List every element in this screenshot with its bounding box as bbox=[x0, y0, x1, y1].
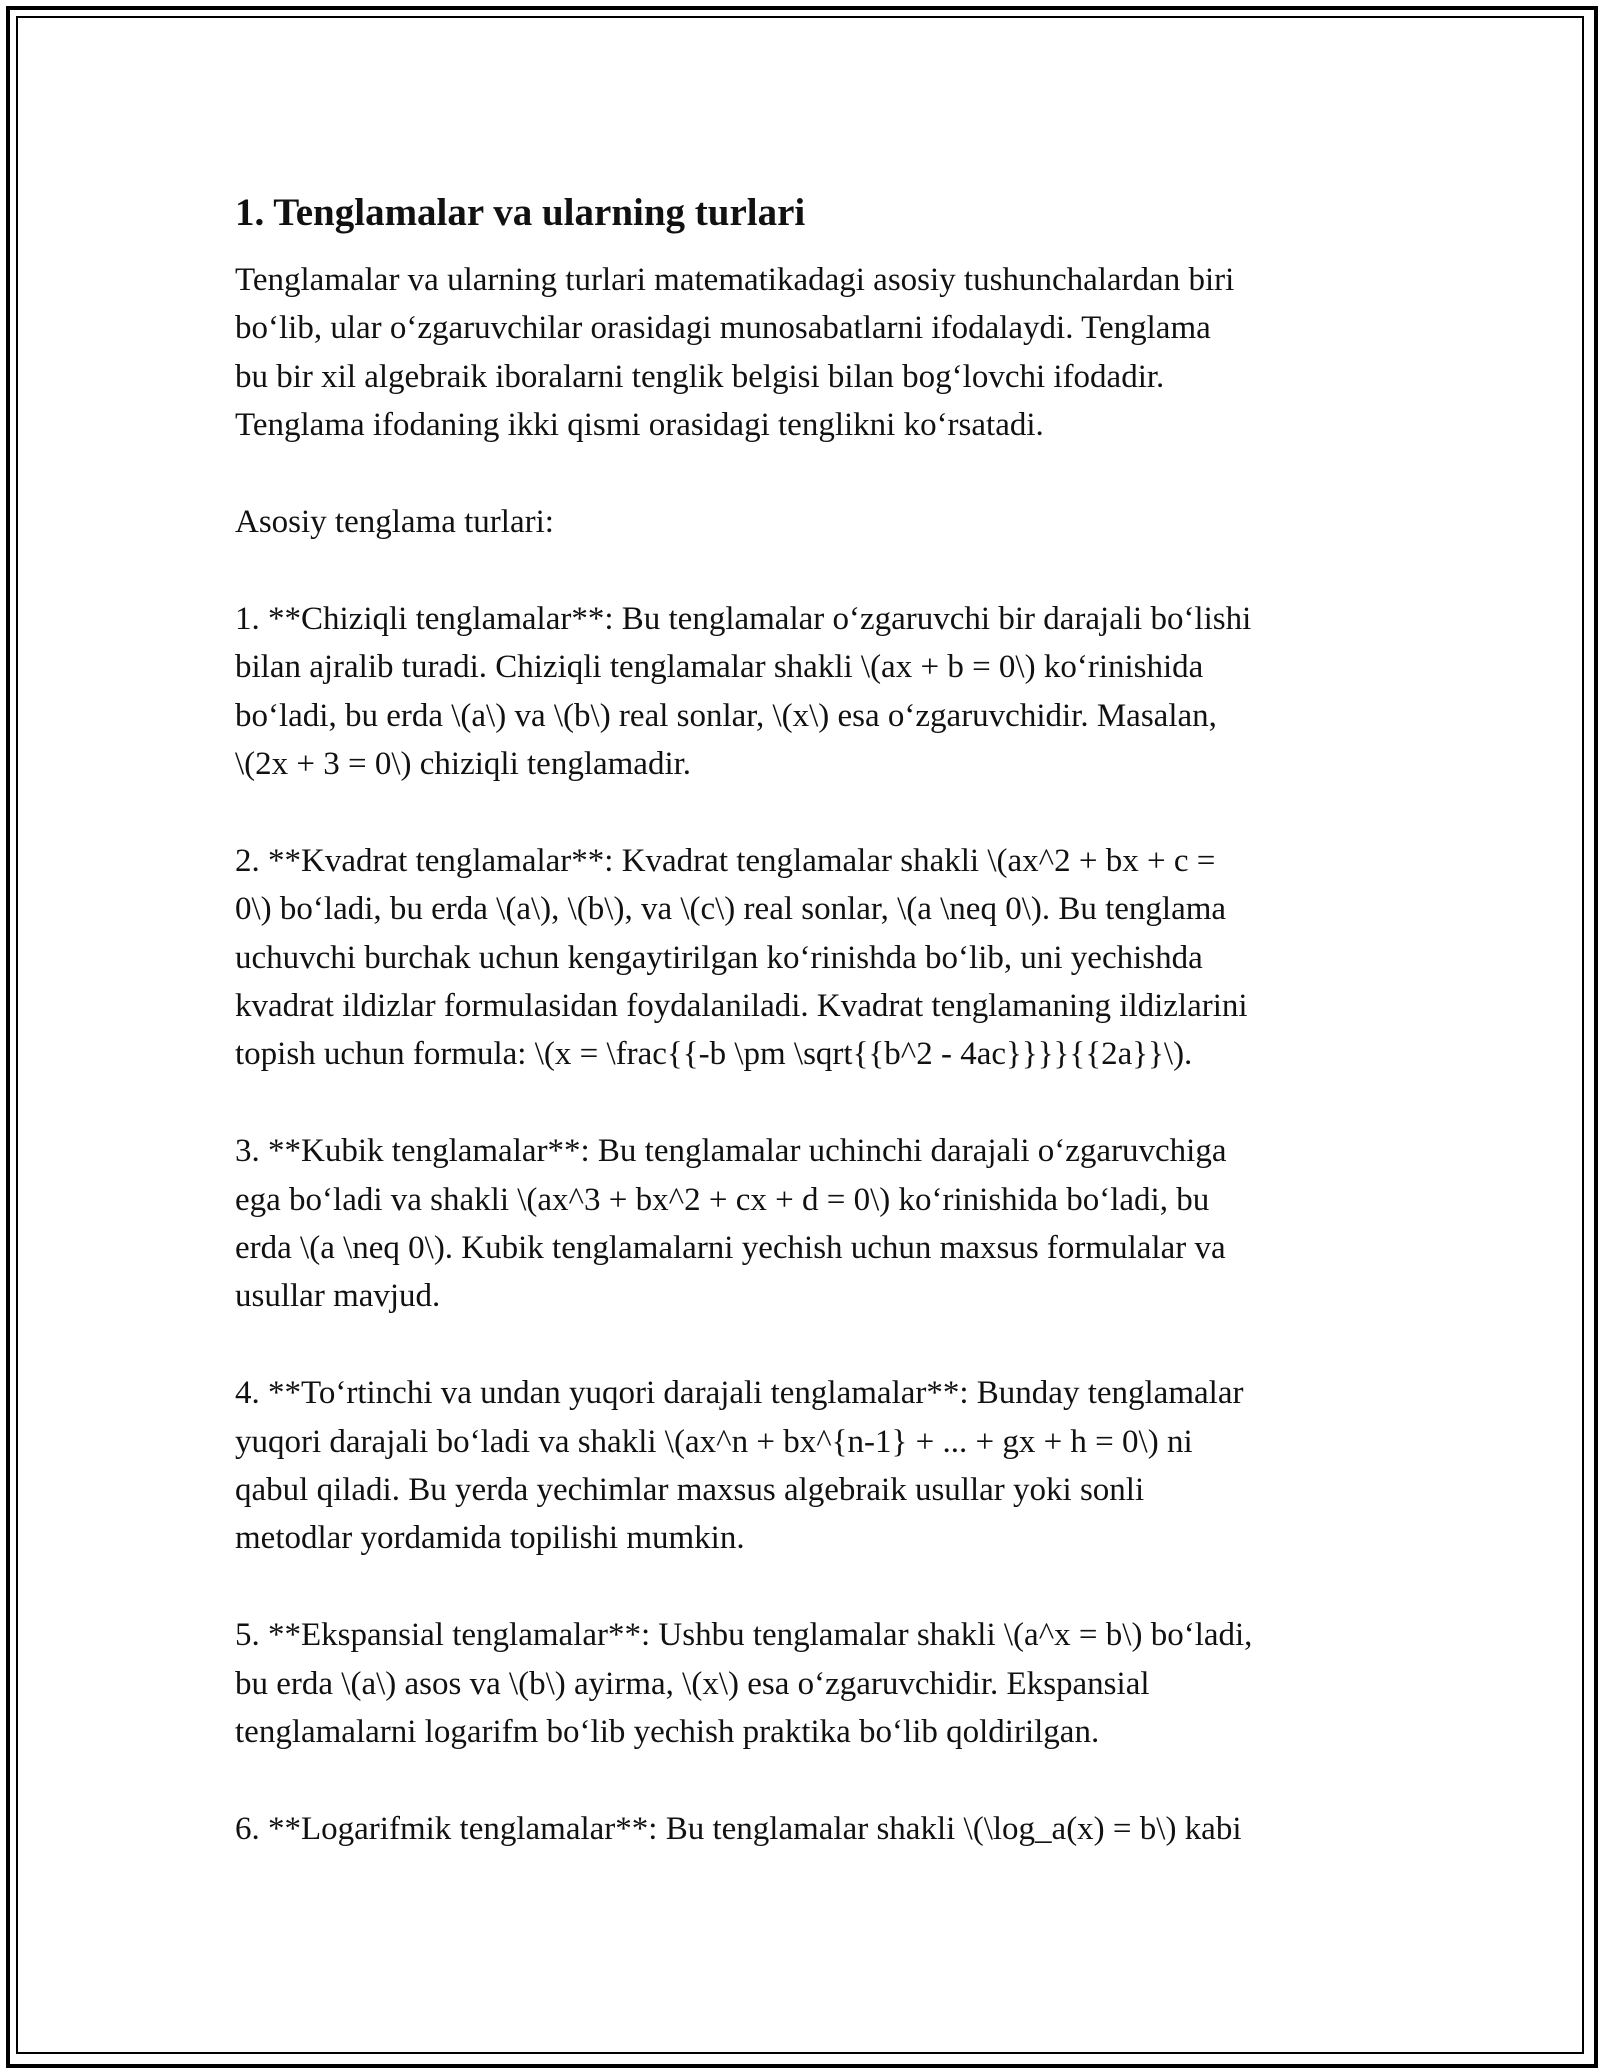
text-line: 0\) bo‘ladi, bu erda \(a\), \(b\), va \(c\) real sonlar, \(a \neq 0\). Bu tenglama bbox=[235, 891, 1227, 928]
text-line: Tenglamalar va ularning turlari matematikadagi asosiy tushunchalardan biri bbox=[235, 262, 1235, 298]
linear-equations-paragraph bbox=[235, 595, 1385, 789]
document-body bbox=[235, 188, 1385, 1902]
logarithmic-equations-paragraph bbox=[235, 1805, 1385, 1853]
text-line: bu erda \(a\) asos va \(b\) ayirma, \(x\) esa o‘zgaruvchidir. Ekspansial bbox=[235, 1665, 1150, 1702]
quadratic-equations-paragraph bbox=[235, 837, 1385, 1079]
text-line: \(2x + 3 = 0\) chiziqli tenglamadir. bbox=[235, 746, 692, 783]
text-line: bu bir xil algebraik iboralarni tenglik belgisi bilan bog‘lovchi ifodadir. bbox=[235, 358, 1165, 395]
text-line: Tenglama ifodaning ikki qismi orasidagi tenglikni ko‘rsatadi. bbox=[235, 407, 1044, 444]
text-line: erda \(a \neq 0\). Kubik tenglamalarni yechish uchun maxsus formulalar va bbox=[235, 1230, 1226, 1267]
text-line: topish uchun formula: \(x = \frac{{-b \pm \sqrt{{b^2 - 4ac}}}}{{2a}}\). bbox=[235, 1036, 1193, 1073]
text-line: uchuvchi burchak uchun kengaytirilgan ko‘rinishda bo‘lib, uni yechishda bbox=[235, 939, 1203, 976]
text-line: Asosiy tenglama turlari: bbox=[235, 504, 554, 541]
text-line: bilan ajralib turadi. Chiziqli tenglamalar shakli \(ax + b = 0\) ko‘rinishida bbox=[235, 649, 1204, 686]
text-line: ega bo‘ladi va shakli \(ax^3 + bx^2 + cx + d = 0\) ko‘rinishida bo‘ladi, bu bbox=[235, 1181, 1210, 1218]
text-line: metodlar yordamida topilishi mumkin. bbox=[235, 1520, 745, 1557]
text-line: usullar mavjud. bbox=[235, 1278, 441, 1315]
exponential-equations-paragraph bbox=[235, 1611, 1385, 1756]
text-line: 1. **Chiziqli tenglamalar**: Bu tenglamalar o‘zgaruvchi bir darajali bo‘lishi bbox=[235, 600, 1252, 637]
text-line: bo‘lib, ular o‘zgaruvchilar orasidagi munosabatlarni ifodalaydi. Tenglama bbox=[235, 310, 1211, 347]
text-line: tenglamalarni logarifm bo‘lib yechish praktika bo‘lib qoldirilgan. bbox=[235, 1714, 1100, 1751]
text-line: 3. **Kubik tenglamalar**: Bu tenglamalar uchinchi darajali o‘zgaruvchiga bbox=[235, 1133, 1227, 1170]
text-line: kvadrat ildizlar formulasidan foydalaniladi. Kvadrat tenglamaning ildizlarini bbox=[235, 988, 1248, 1025]
text-line: 4. **To‘rtinchi va undan yuqori darajali tenglamalar**: Bunday tenglamalar bbox=[235, 1375, 1244, 1412]
cubic-equations-paragraph bbox=[235, 1127, 1385, 1321]
higher-degree-equations-paragraph bbox=[235, 1369, 1385, 1563]
types-intro-paragraph bbox=[235, 498, 1385, 546]
intro-paragraph bbox=[235, 256, 1385, 450]
section-heading: 1. Tenglamalar va ularning turlari bbox=[235, 191, 806, 234]
text-line: 5. **Ekspansial tenglamalar**: Ushbu tenglamalar shakli \(a^x = b\) bo‘ladi, bbox=[235, 1617, 1253, 1654]
text-line: yuqori darajali bo‘ladi va shakli \(ax^n + bx^{n-1} + ... + gx + h = 0\) ni bbox=[235, 1423, 1193, 1460]
text-line: 6. **Logarifmik tenglamalar**: Bu tenglamalar shakli \(\log_a(x) = b\) kabi bbox=[235, 1810, 1242, 1847]
text-line: 2. **Kvadrat tenglamalar**: Kvadrat tenglamalar shakli \(ax^2 + bx + c = bbox=[235, 842, 1216, 879]
text-line: qabul qiladi. Bu yerda yechimlar maxsus algebraik usullar yoki sonli bbox=[235, 1472, 1145, 1509]
text-line: bo‘ladi, bu erda \(a\) va \(b\) real sonlar, \(x\) esa o‘zgaruvchidir. Masalan, bbox=[235, 697, 1217, 734]
